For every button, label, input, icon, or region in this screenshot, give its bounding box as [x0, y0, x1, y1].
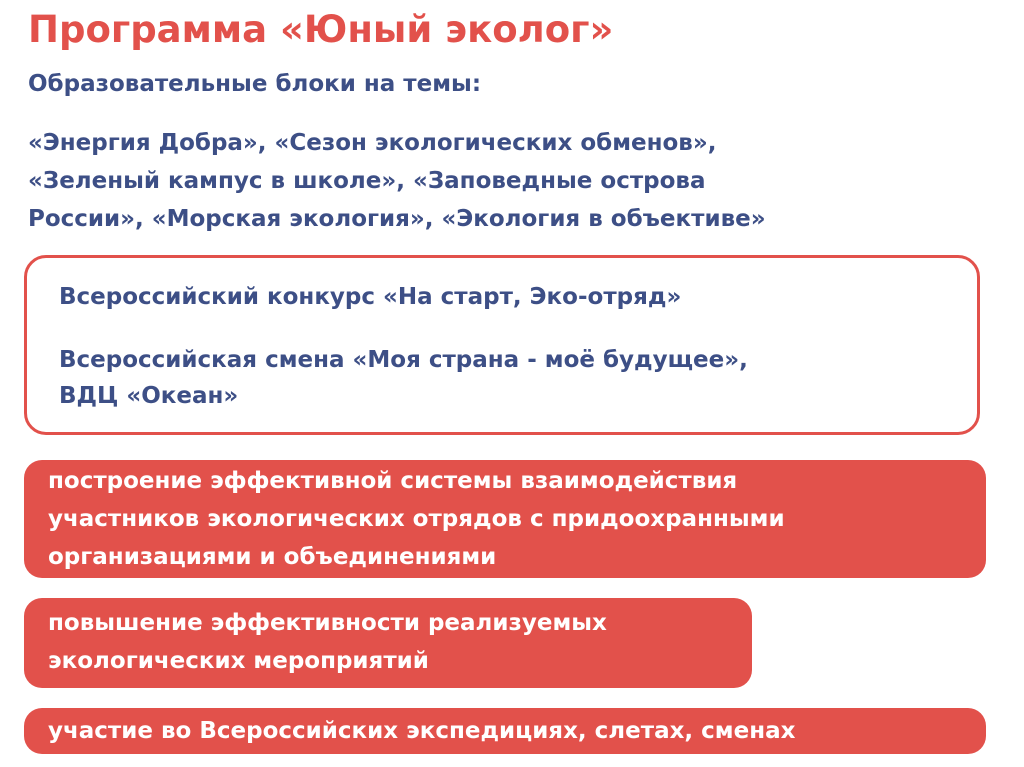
goal-line: организациями и объединениями — [48, 544, 497, 570]
page-title: Программа «Юный эколог» — [28, 8, 614, 51]
goal-line: участников экологических отрядов с придоохранными — [48, 506, 785, 532]
topics-line: «Зеленый кампус в школе», «Заповедные острова — [28, 168, 706, 194]
goal-line: экологических мероприятий — [48, 648, 429, 674]
goal-line: построение эффективной системы взаимодействия — [48, 468, 738, 494]
goal-box-participation — [24, 708, 986, 754]
camp-text — [59, 342, 748, 414]
subtitle: Образовательные блоки на темы: — [28, 71, 482, 97]
contest-text: Всероссийский конкурс «На старт, Эко-отряд» — [59, 284, 682, 310]
goal-line: повышение эффективности реализуемых — [48, 610, 607, 636]
topics-line: России», «Морская экология», «Экология в объективе» — [28, 206, 766, 232]
topics-list — [28, 124, 1008, 238]
goal-box-efficiency — [24, 598, 752, 688]
camp-line: Всероссийская смена «Моя страна - моё будущее», — [59, 347, 748, 373]
events-box — [24, 255, 980, 435]
camp-line: ВДЦ «Океан» — [59, 383, 239, 409]
goal-box-cooperation — [24, 460, 986, 578]
goal-line: участие во Всероссийских экспедициях, слетах, сменах — [48, 718, 796, 744]
topics-line: «Энергия Добра», «Сезон экологических обменов», — [28, 130, 717, 156]
